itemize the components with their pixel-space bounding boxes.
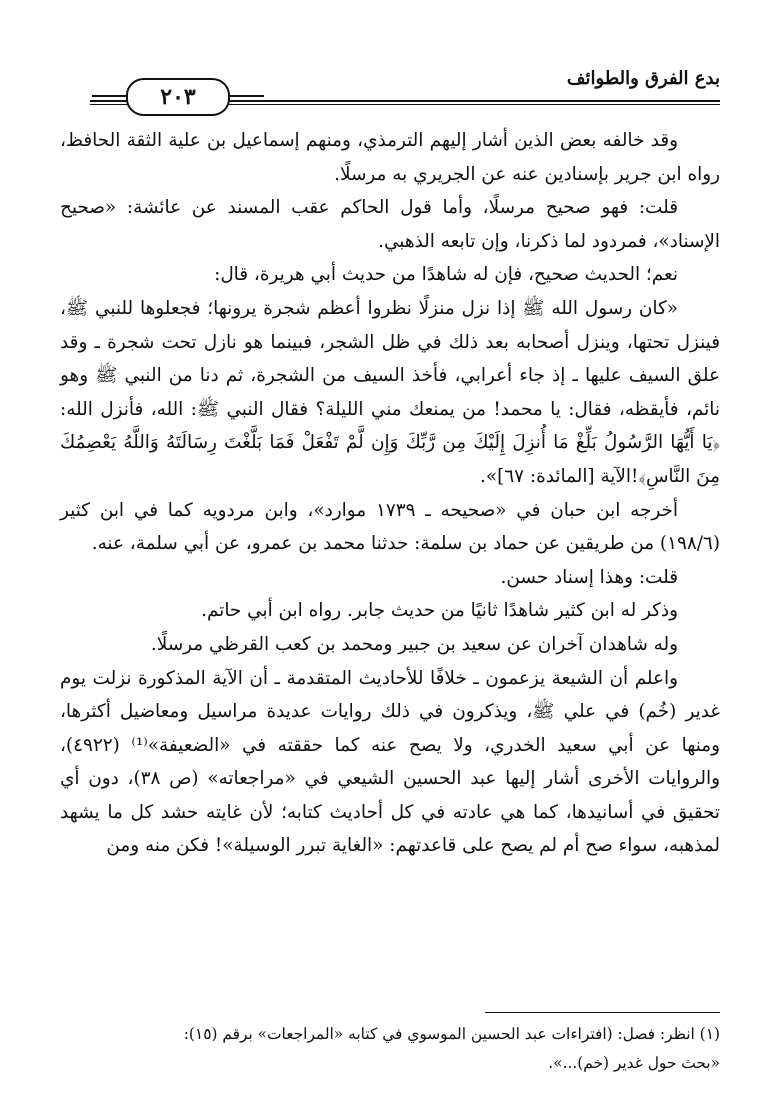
header-title: بدع الفرق والطوائف	[566, 68, 720, 89]
paragraph-3: نعم؛ الحديث صحيح، فإن له شاهدًا من حديث أبي هريرة، قال:	[214, 264, 678, 286]
footnote	[60, 1020, 720, 1078]
paragraph-takhrij: أخرجه ابن حبان في «صحيحه ـ ١٧٣٩ موارد»، وابن مردويه كما في ابن كثير (١٩٨/٦) من طريقين عن حماد بن سلمة: حدثنا محمد بن عمرو، عن أبي سلمة، عنه.	[60, 499, 720, 555]
paragraph-mursal: وله شاهدان آخران عن سعيد بن جبير ومحمد بن كعب القرظي مرسلًا.	[150, 633, 678, 655]
paragraph-verdict: قلت: وهذا إسناد حسن.	[500, 566, 678, 588]
paragraph-jabir: وذكر له ابن كثير شاهدًا ثانيًا من حديث جابر. رواه ابن أبي حاتم.	[201, 600, 678, 622]
main-text	[60, 124, 720, 863]
hadith-quote: «كان رسول الله ﷺ إذا نزل منزلًا نظروا أعظم شجرة يرونها؛ فجعلوها للنبي ﷺ، فينزل تحتها، وينزل أصحابه بعد ذلك في ظل الشجر، فبينما هو نازل تحت شجرة ـ وقد علق السيف عليها ـ إذ جاء أعرابي، فأخذ السيف من الشجرة، ثم دنا من النبي ﷺ وهو نائم، فأيقظه، فقال: يا محمد! من يمنعك مني الليلة؟ فقال النبي ﷺ: الله، فأنزل الله: ﴿يَا أَيُّهَا الرَّسُولُ بَلِّغْ مَا أُنزِلَ إِلَيْكَ مِن رَّبِّكَ وَإِن لَّمْ تَفْعَلْ فَمَا بَلَّغْتَ رِسَالَتَهُ وَاللَّهُ يَعْصِمُكَ مِنَ النَّاسِ﴾!الآية [المائدة: ٦٧]».	[60, 297, 720, 487]
paragraph-2: قلت: فهو صحيح مرسلًا، وأما قول الحاكم عقب المسند عن عائشة: «صحيح الإسناد»، فمردود لما ذكرنا، وإن تابعه الذهبي.	[60, 197, 720, 252]
page-number-badge	[126, 78, 230, 116]
page-number: ٢٠٣	[160, 84, 196, 110]
footnote-separator	[485, 1012, 720, 1013]
running-header	[90, 64, 720, 114]
footnote-line-1: (١) انظر: فصل: (افتراءات عبد الحسين الموسوي في كتابه «المراجعات» برقم (١٥):	[183, 1025, 720, 1043]
paragraph-1: وقد خالفه بعض الذين أشار إليهم الترمذي، ومنهم إسماعيل بن علية الثقة الحافظ، رواه ابن جرير بإسنادين عنه عن الجريري به مرسلًا.	[60, 130, 720, 185]
footnote-line-2: «بحث حول غدير (خم)...».	[548, 1054, 720, 1072]
paragraph-shia: واعلم أن الشيعة يزعمون ـ خلافًا للأحاديث المتقدمة ـ أن الآية المذكورة نزلت يوم غدير (خُم) في علي ﷺ، ويذكرون في ذلك روايات عديدة مراسيل ومعاضيل أكثرها، ومنها عن أبي سعيد الخدري، ولا يصح عنه كما حققته في «الضعيفة»⁽¹⁾ (٤٩٢٢)، والروايات الأخرى أشار إليها عبد الحسين الشيعي في «مراجعاته» (ص ٣٨)، دون أي تحقيق في أسانيدها، كما هي عادته في كل أحاديث كتابه؛ لأن غايته حشد كل ما يشهد لمذهبه، سواء صح أم لم يصح على قاعدتهم: «الغاية تبرر الوسيلة»! فكن منه ومن	[60, 667, 720, 857]
